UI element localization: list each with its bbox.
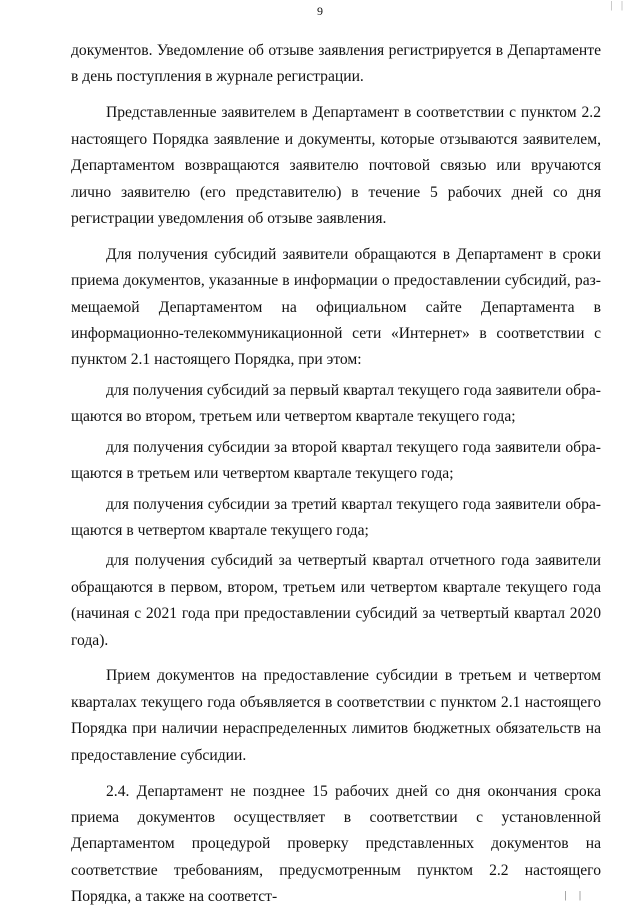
paragraph-application-terms: Для получения субсидий заявители обращаются в Департамент в сроки приема документов, указанные в информации о предоставлении субсидий, размещаемой Департаментом на официальном сайте Департамента в информационно-телекоммуникационной сети «Интернет» в соответствии с пунктом 2.1 настоящего Порядка, при этом: [71, 245, 601, 369]
paragraph-first-quarter: для получения субсидий за первый квартал текущего года заявители обращаются во втором, третьем или четвертом квартале текущего года; [71, 381, 601, 426]
page-number: 9 [317, 4, 323, 18]
paragraph-section-2-4: 2.4. Департамент не позднее 15 рабочих дней со дня окончания срока приема документов осуществляет в соответствии с установленной Департаментом процедурой проверку представленных документов на соответствие требованиям, предусмотренным пунктом 2.2 настоящего Порядка, а также на соответст- [71, 782, 601, 906]
paragraph-second-quarter: для получения субсидии за второй квартал текущего года заявители обращаются в третьем или четвертом квартале текущего года; [71, 438, 601, 483]
bottom-mark: | | [564, 890, 586, 901]
corner-mark: | | [610, 0, 626, 11]
paragraph-third-quarter: для получения субсидии за третий квартал текущего года заявители обращаются в четвертом квартале текущего года; [71, 495, 601, 539]
document-body [71, 38, 601, 911]
paragraph-fourth-quarter: для получения субсидий за четвертый квартал отчетного года заявители обращаются в первом, втором, третьем или четвертом квартале текущего года (начиная с 2021 года при предоставлении субсидий за четвертый квартал 2020 года). [71, 552, 601, 649]
paragraph-acceptance-q3-q4: Прием документов на предоставление субсидии в третьем и четвертом кварталах текущего года объявляется в соответствии с пунктом 2.1 настоящего Порядка при наличии нераспределенных лимитов бюджетных обязательств на предоставление субсидии. [71, 667, 601, 764]
paragraph-continuation: документов. Уведомление об отзыве заявления регистрируется в Департаменте в день поступления в журнале регистрации. [71, 42, 601, 86]
paragraph-return-documents: Представленные заявителем в Департамент в соответствии с пунктом 2.2 настоящего Порядка заявление и документы, которые отзываются заявителем, Департаментом возвращаются заявителю почтовой связью или вручаются лично заявителю (его представителю) в течение 5 рабочих дней со дня регистрации уведомления об отзыве заявления. [71, 104, 601, 227]
